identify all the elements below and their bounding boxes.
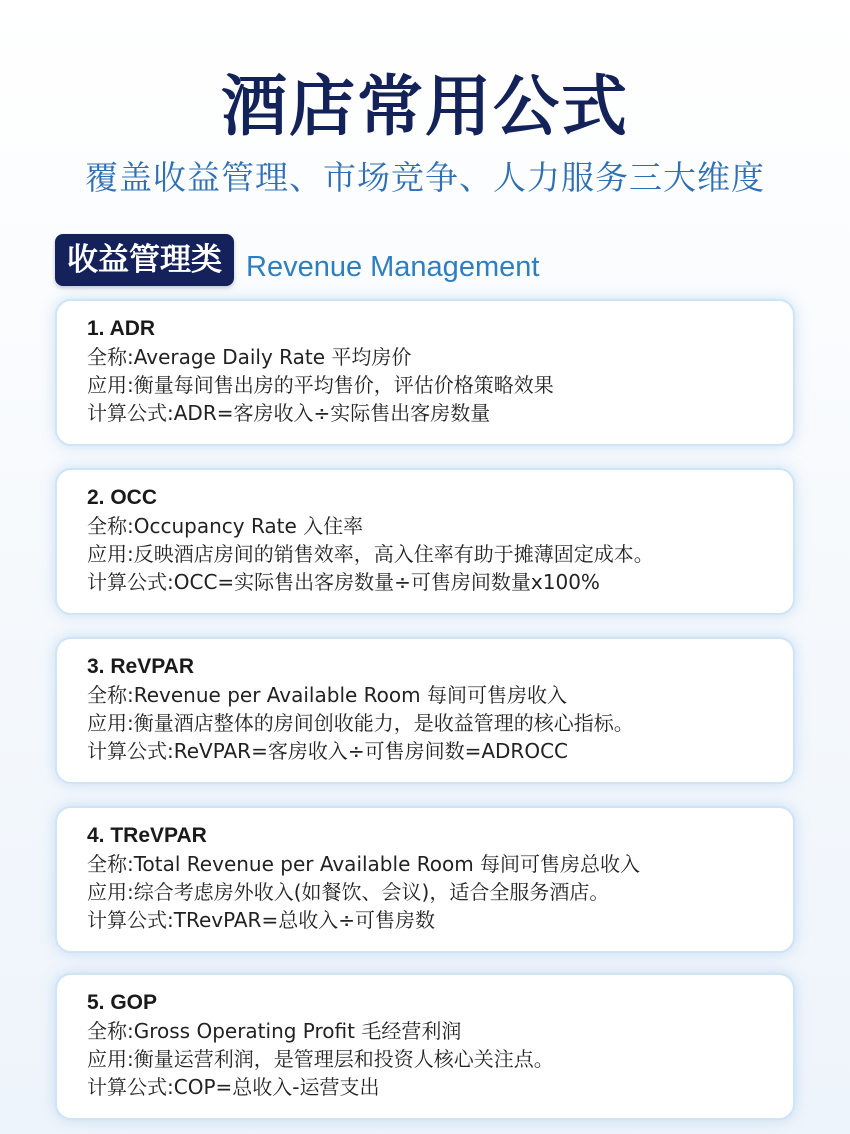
formula-card-adr: [55, 299, 795, 446]
formula-card-occ: [55, 468, 795, 615]
formula-card-gop: [55, 973, 795, 1120]
card-formula: 计算公式:COP=总收入-运营支出: [87, 1075, 380, 1099]
page-title: 酒店常用公式: [221, 68, 629, 145]
card-title: 3. ReVPAR: [87, 655, 194, 678]
card-application: 应用:衡量运营利润，是管理层和投资人核心关注点。: [87, 1047, 554, 1071]
card-title: 4. TReVPAR: [87, 824, 207, 847]
page-subtitle: 覆盖收益管理、市场竞争、人力服务三大维度: [85, 158, 765, 197]
section-english-title: Revenue Management: [246, 250, 540, 283]
card-fullname: 全称:Average Daily Rate 平均房价: [87, 345, 412, 369]
card-fullname: 全称:Total Revenue per Available Room 每间可售房总收入: [87, 852, 641, 876]
card-fullname: 全称:Occupancy Rate 入住率: [87, 514, 364, 538]
card-formula: 计算公式:ADR=客房收入÷实际售出客房数量: [87, 401, 491, 425]
card-fullname: 全称:Gross Operating Profit 毛经营利润: [87, 1019, 462, 1043]
card-application: 应用:衡量每间售出房的平均售价，评估价格策略效果: [87, 373, 554, 397]
card-title: 2. OCC: [87, 486, 158, 509]
section-badge: 收益管理类: [55, 234, 234, 286]
card-formula: 计算公式:ReVPAR=客房收入÷可售房间数=ADROCC: [87, 739, 569, 763]
card-formula: 计算公式:TRevPAR=总收入÷可售房数: [87, 908, 435, 932]
section-header: [55, 232, 539, 288]
card-application: 应用:反映酒店房间的销售效率，高入住率有助于摊薄固定成本。: [87, 542, 654, 566]
card-application: 应用:衡量酒店整体的房间创收能力，是收益管理的核心指标。: [87, 711, 634, 735]
formula-card-trevpar: [55, 806, 795, 953]
card-application: 应用:综合考虑房外收入(如餐饮、会议)，适合全服务酒店。: [87, 880, 610, 904]
card-formula: 计算公式:OCC=实际售出客房数量÷可售房间数量x100%: [87, 570, 600, 594]
card-fullname: 全称:Revenue per Available Room 每间可售房收入: [87, 683, 567, 707]
card-title: 1. ADR: [87, 317, 156, 340]
formula-card-revpar: [55, 637, 795, 784]
card-title: 5. GOP: [87, 991, 158, 1014]
